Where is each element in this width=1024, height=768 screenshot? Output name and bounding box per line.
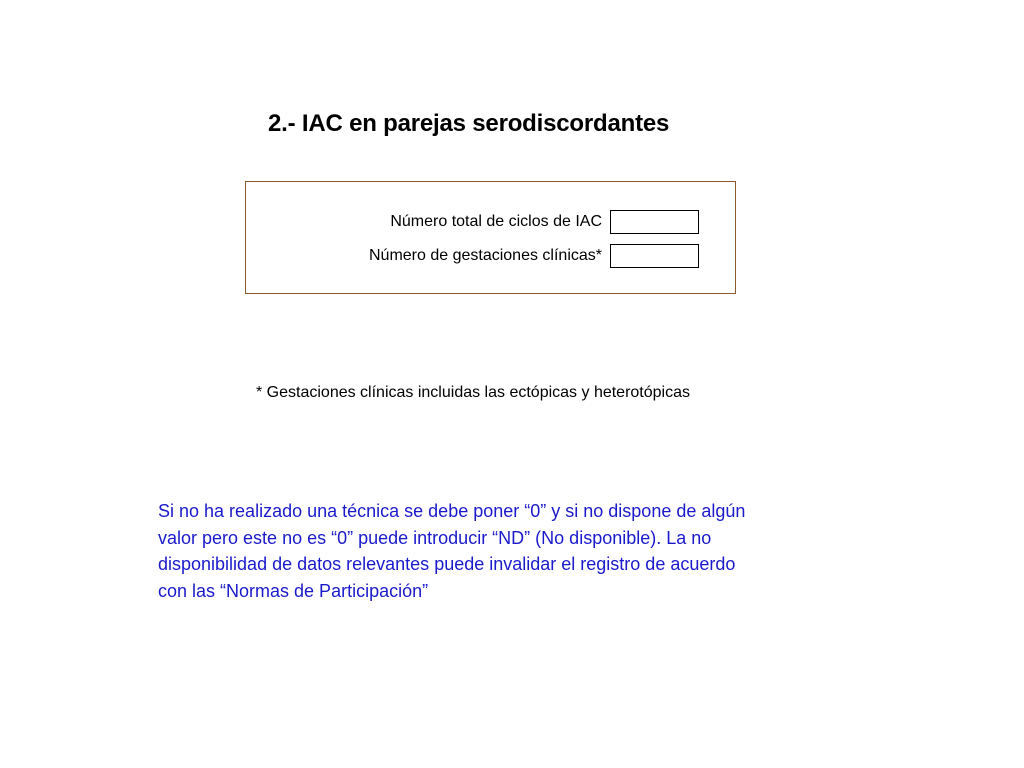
- notice-line: disponibilidad de datos relevantes puede invalidar el registro de acuerdo: [158, 554, 736, 574]
- clinical-pregnancies-input[interactable]: [610, 244, 699, 268]
- total-cycles-input[interactable]: [610, 210, 699, 234]
- clinical-pregnancies-label: Número de gestaciones clínicas*: [368, 247, 602, 264]
- notice-line: Si no ha realizado una técnica se debe poner “0” y si no dispone de algún: [158, 501, 746, 521]
- form-panel: [245, 181, 736, 294]
- page-title: 2.- IAC en parejas serodiscordantes: [268, 110, 670, 137]
- footnote: * Gestaciones clínicas incluidas las ectópicas y heterotópicas: [256, 384, 690, 401]
- notice-line: con las “Normas de Participación”: [158, 580, 429, 601]
- participation-notice: [158, 498, 858, 604]
- field-row-total-cycles: [244, 210, 735, 234]
- field-row-clinical-pregnancies: [244, 244, 735, 268]
- total-cycles-label: Número total de ciclos de IAC: [390, 213, 602, 230]
- notice-line: valor pero este no es “0” puede introducir “ND” (No disponible). La no: [158, 527, 712, 548]
